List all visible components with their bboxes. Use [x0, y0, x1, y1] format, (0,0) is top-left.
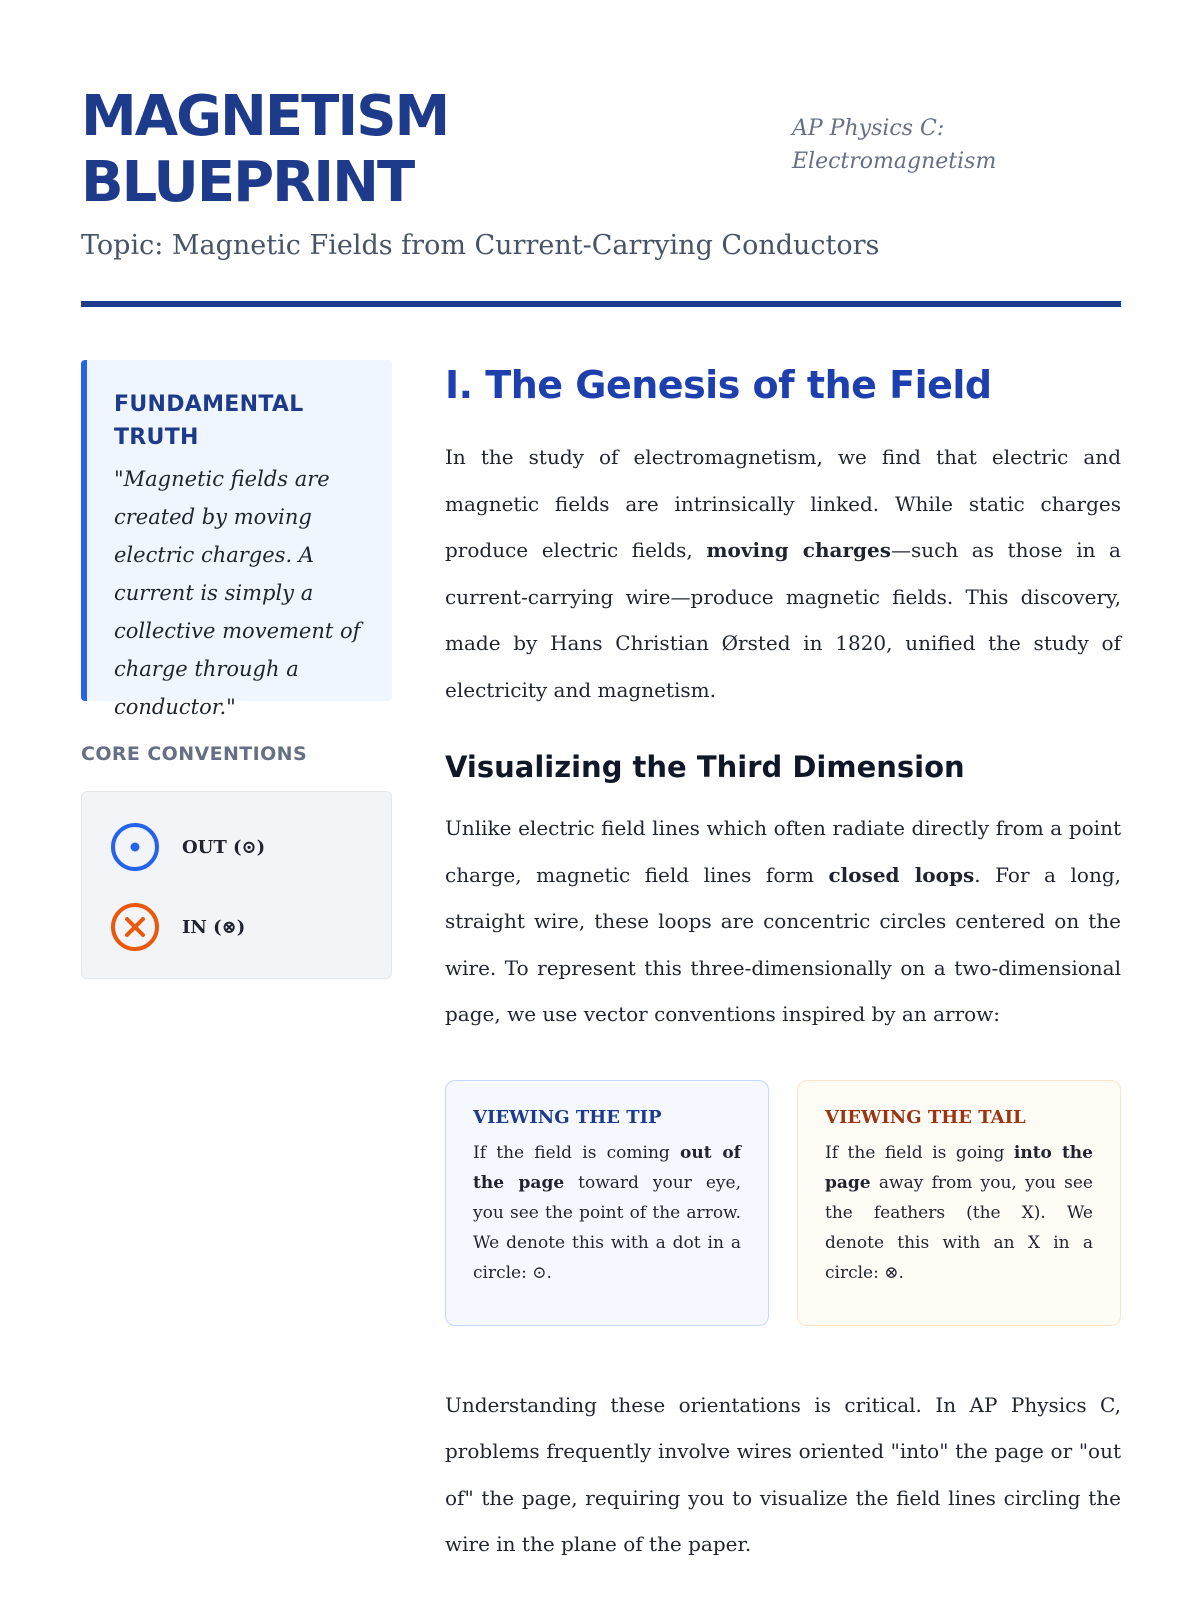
- convention-in-label: IN (⊗): [182, 916, 246, 938]
- main-content: [445, 360, 1121, 1568]
- page-title: [81, 84, 448, 216]
- convention-out: [110, 820, 391, 874]
- subsection-heading: Visualizing the Third Dimension: [445, 750, 965, 784]
- callout-quote: "Magnetic fields are created by moving electric charges. A current is simply a collective movement of charge through a conductor.": [114, 467, 361, 719]
- conventions-legend: [81, 791, 392, 979]
- orientation-paragraph: Understanding these orientations is critical. In AP Physics C, problems frequently involve wires oriented "into" the page or "out of" the page, requiring you to visualize the field lines circling the wire in the plane of the paper.: [445, 1392, 1121, 1556]
- section-heading: I. The Genesis of the Field: [445, 363, 992, 407]
- tip-card-title: VIEWING THE TIP: [473, 1106, 662, 1128]
- document-header: [81, 80, 1121, 305]
- x-in-circle-icon: [110, 902, 160, 952]
- dot-in-circle-icon: [110, 822, 160, 872]
- visualizing-text-start: Unlike electric field lines which often radiate directly from a point charge, magnetic field lines form: [445, 816, 1121, 887]
- intro-paragraph: [445, 434, 1121, 713]
- topic-subtitle: Topic: Magnetic Fields from Current-Carrying Conductors: [81, 230, 880, 261]
- intro-text-end: —such as those in a current-carrying wire—produce magnetic fields. This discovery, made by Hans Christian Ørsted in 1820, unified the study of electricity and magnetism.: [445, 538, 1121, 702]
- sidebar: [81, 360, 392, 979]
- convention-out-label: OUT (⊙): [182, 836, 266, 858]
- course-line-2: Electromagnetism: [792, 149, 997, 174]
- visualizing-emphasis: closed loops: [828, 862, 975, 887]
- visualizing-paragraph: [445, 805, 1121, 1038]
- course-line-1: AP Physics C:: [792, 116, 945, 141]
- viewing-tail-card: [797, 1080, 1121, 1326]
- tail-card-text: [825, 1138, 1093, 1288]
- callout-title: [114, 388, 372, 454]
- tail-emphasis: into the page: [825, 1142, 1093, 1193]
- convention-cards: [445, 1080, 1121, 1326]
- tail-text-end: away from you, you see the feathers (the X). We denote this with an X in a circle: ⊗.: [825, 1172, 1093, 1283]
- title-line-2: BLUEPRINT: [81, 150, 414, 215]
- tail-card-title: VIEWING THE TAIL: [825, 1106, 1026, 1128]
- tip-emphasis: out of the page: [473, 1142, 741, 1193]
- convention-in: [110, 900, 391, 954]
- intro-emphasis: moving charges: [706, 538, 891, 562]
- tail-text-start: If the field is going: [825, 1142, 1014, 1163]
- tip-text-end: toward your eye, you see the point of the arrow. We denote this with a dot in a circle: ⊙.: [473, 1172, 741, 1283]
- tip-text-start: If the field is coming: [473, 1142, 681, 1163]
- tip-card-text: [473, 1138, 741, 1288]
- viewing-tip-card: [445, 1080, 769, 1326]
- conventions-heading: CORE CONVENTIONS: [81, 743, 308, 765]
- header-divider: [81, 301, 1121, 307]
- callout-title-line-2: TRUTH: [114, 425, 199, 450]
- title-line-1: MAGNETISM: [81, 84, 449, 149]
- callout-title-line-1: FUNDAMENTAL: [114, 392, 304, 417]
- course-label: [792, 112, 1052, 178]
- visualizing-text-end: . For a long, straight wire, these loops are concentric circles centered on the wire. To represent this three-dimensionally on a two-dimensional page, we use vector conventions inspired by an arrow:: [445, 862, 1121, 1026]
- document-page: [81, 80, 1121, 1556]
- intro-text-start: In the study of electromagnetism, we find that electric and magnetic fields are intrinsically linked. While static charges produce electric fields,: [445, 445, 1121, 562]
- fundamental-truth-callout: [81, 360, 392, 719]
